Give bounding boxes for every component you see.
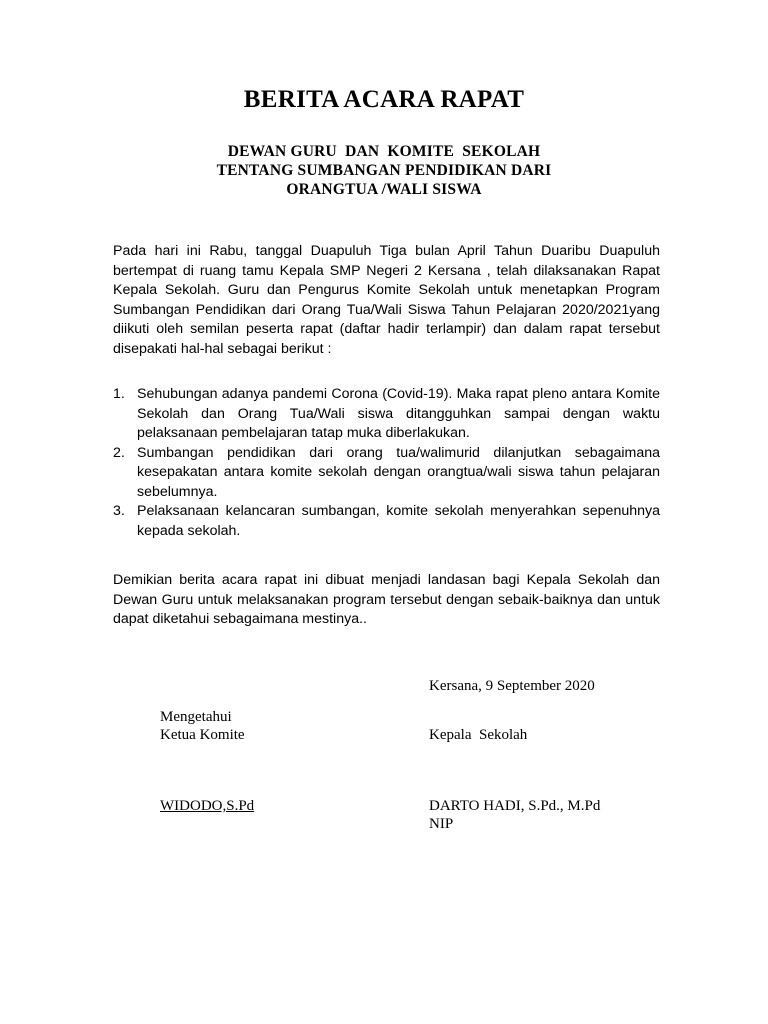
list-item-text: Sumbangan pendidikan dari orang tua/walimurid dilanjutkan sebagaimana kesepakatan antara komite sekolah dengan orangtua/wali siswa tahun pelajaran sebelumnya. — [137, 444, 660, 500]
subtitle-line: TENTANG SUMBANGAN PENDIDIKAN DARI — [216, 162, 552, 179]
right-signature-nip: NIP — [429, 816, 454, 832]
document-subtitle — [0, 142, 768, 199]
left-signature-role: Ketua Komite — [160, 727, 245, 743]
list-item — [113, 385, 660, 444]
closing-paragraph: Demikian berita acara rapat ini dibuat menjadi landasan bagi Kepala Sekolah dan Dewan Guru untuk melaksanakan program tersebut dengan sebaik-baiknya dan untuk dapat diketahui sebagaimana mestinya.. — [113, 572, 660, 627]
left-signature-name: WIDODO,S.Pd — [160, 798, 255, 814]
list-item-number: 2. — [113, 444, 125, 461]
left-signature-acknowledge: Mengetahui — [160, 709, 232, 725]
subtitle-line: DEWAN GURU DAN KOMITE SEKOLAH — [227, 143, 541, 160]
list-item-text: Sehubungan adanya pandemi Corona (Covid-19). Maka rapat pleno antara Komite Sekolah dan Orang Tua/Wali siswa ditangguhkan sampai dengan waktu pelaksanaan pembelajaran tatap muka diberlakukan. — [137, 386, 660, 441]
right-signature-role: Kepala Sekolah — [429, 727, 528, 743]
list-item-text: Pelaksanaan kelancaran sumbangan, komite sekolah menyerahkan sepenuhnya kepada sekolah. — [137, 503, 660, 539]
list-item-number: 3. — [113, 503, 125, 519]
agreement-list — [113, 385, 660, 541]
intro-paragraph: Pada hari ini Rabu, tanggal Duapuluh Tiga bulan April Tahun Duaribu Duapuluh bertempat di ruang tamu Kepala SMP Negeri 2 Kersana , telah dilaksanakan Rapat Kepala Sekolah. Guru dan Pengurus Komite Sekolah untuk menetapkan Program Sumbangan Pendidikan dari Orang Tua/Wali Siswa Tahun Pelajaran 2020/2021yang diikuti oleh semilan peserta rapat (daftar hadir terlampir) dan dalam rapat tersebut disepakati hal-hal sebagai berikut : — [113, 243, 660, 357]
document-title: BERITA ACARA RAPAT — [243, 86, 525, 113]
list-item — [113, 502, 660, 541]
right-signature-name: DARTO HADI, S.Pd., M.Pd — [429, 798, 601, 814]
list-item-number: 1. — [113, 386, 125, 402]
place-date: Kersana, 9 September 2020 — [429, 678, 595, 694]
subtitle-line: ORANGTUA /WALI SISWA — [286, 181, 482, 198]
list-item — [113, 444, 660, 503]
